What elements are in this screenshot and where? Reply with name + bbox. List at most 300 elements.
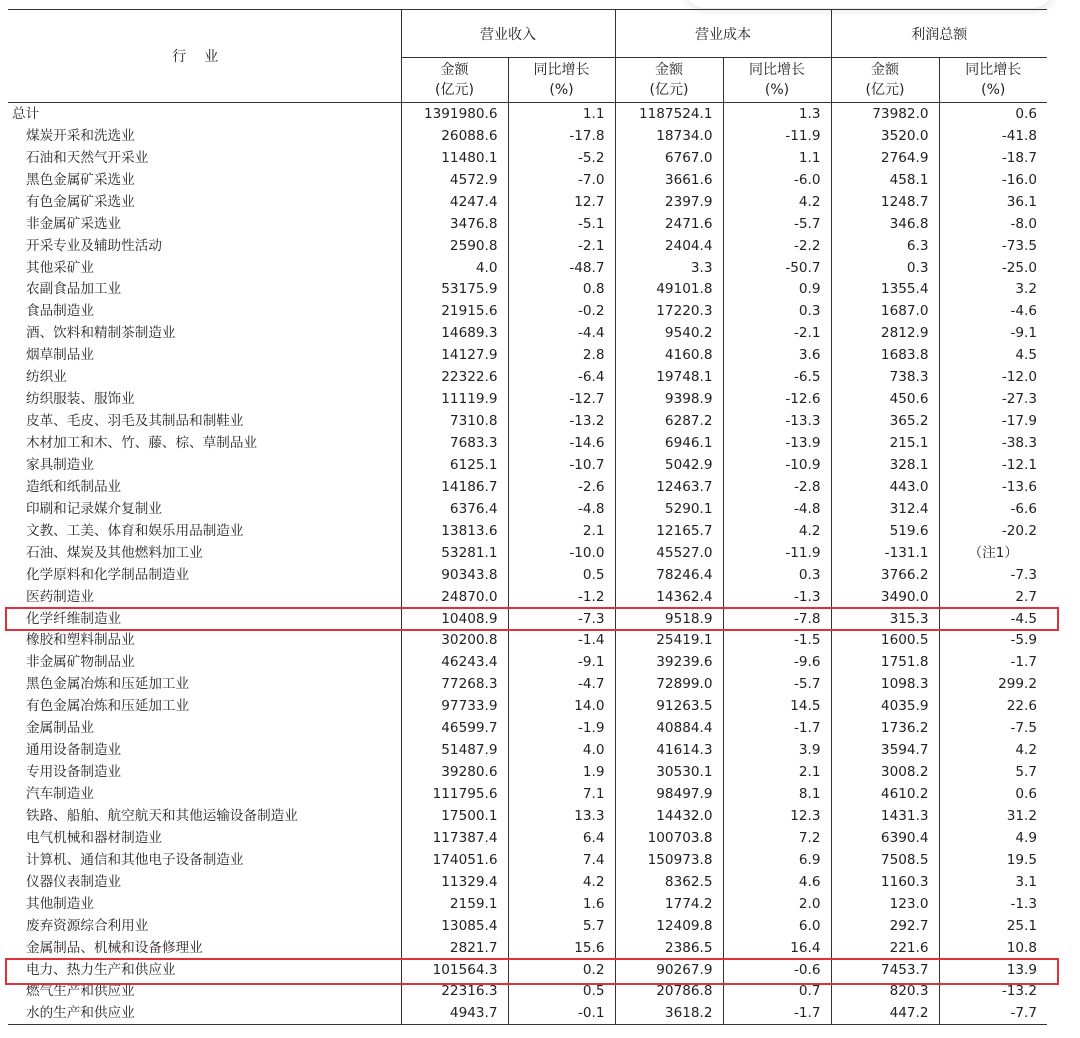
cost-amount: 5290.1 [615,498,723,520]
revenue-amount: 53281.1 [401,542,508,564]
cost-amount: 2404.4 [615,235,723,257]
profit-yoy: -12.0 [939,366,1047,388]
revenue-amount: 22316.3 [401,981,508,1003]
cost-yoy: -11.9 [723,542,831,564]
revenue-amount: 4.0 [401,257,508,279]
revenue-yoy: -2.1 [508,235,615,257]
revenue-amount: 30200.8 [401,630,508,652]
revenue-amount: 11480.1 [401,147,508,169]
cost-amount: 20786.8 [615,981,723,1003]
cost-amount: 150973.8 [615,849,723,871]
profit-group-header: 利润总额 [831,10,1047,58]
table-row [8,827,1047,849]
table-row [8,344,1047,366]
profit-amount: 2812.9 [831,322,939,344]
profit-yoy: 36.1 [939,191,1047,213]
revenue-amount: 13085.4 [401,915,508,937]
cost-amount: 19748.1 [615,366,723,388]
table-row [8,915,1047,937]
table-row [8,1002,1047,1024]
revenue-amount: 6125.1 [401,454,508,476]
profit-yoy: -13.6 [939,476,1047,498]
table-row [8,432,1047,454]
profit-amount: 1683.8 [831,344,939,366]
revenue-yoy: -1.4 [508,630,615,652]
table-row [8,805,1047,827]
cost-amount: 18734.0 [615,125,723,147]
revenue-yoy: -10.0 [508,542,615,564]
revenue-yoy: 5.7 [508,915,615,937]
yoy-unit: (%) [723,80,831,103]
table-row [8,893,1047,915]
cost-yoy: 1.1 [723,147,831,169]
profit-yoy: -18.7 [939,147,1047,169]
industry-name: 石油、煤炭及其他燃料加工业 [26,544,203,561]
cost-amount: 40884.4 [615,717,723,739]
cost-yoy: -50.7 [723,257,831,279]
cost-yoy: -6.5 [723,366,831,388]
cost-group-header: 营业成本 [615,10,831,58]
profit-amount: 73982.0 [831,103,939,125]
revenue-yoy: 7.1 [508,783,615,805]
industry-name: 酒、饮料和精制茶制造业 [26,325,176,342]
profit-yoy: -9.1 [939,322,1047,344]
revenue-yoy: -5.1 [508,213,615,235]
industry-name: 石油和天然气开采业 [26,149,149,166]
revenue-amount: 90343.8 [401,564,508,586]
revenue-yoy: -5.2 [508,147,615,169]
cost-yoy: 2.1 [723,761,831,783]
industry-name: 木材加工和木、竹、藤、棕、草制品业 [26,435,258,452]
table-row [8,608,1047,630]
industry-name: 纺织服装、服饰业 [26,391,135,408]
profit-yoy: -25.0 [939,257,1047,279]
profit-amount: 447.2 [831,1002,939,1024]
revenue-yoy: 1.9 [508,761,615,783]
cost-yoy: -11.9 [723,125,831,147]
cost-amount: 17220.3 [615,300,723,322]
industry-name: 黑色金属矿采选业 [26,171,135,188]
revenue-amount: 17500.1 [401,805,508,827]
profit-amount: 1098.3 [831,673,939,695]
profit-yoy: -27.3 [939,388,1047,410]
profit-amount: 328.1 [831,454,939,476]
profit-yoy: 299.2 [939,673,1047,695]
cost-yoy: -13.9 [723,432,831,454]
cost-amount: 72899.0 [615,673,723,695]
cost-amount: 12463.7 [615,476,723,498]
revenue-yoy: 4.0 [508,739,615,761]
industry-name: 有色金属矿采选业 [26,193,135,210]
cost-amount: 14432.0 [615,805,723,827]
profit-yoy: -17.9 [939,410,1047,432]
table-row [8,783,1047,805]
cost-amount: 90267.9 [615,959,723,981]
cost-yoy: -7.8 [723,608,831,630]
revenue-yoy: -10.7 [508,454,615,476]
yoy-unit: (%) [508,80,615,103]
popup-edge [684,0,1054,8]
profit-yoy: 31.2 [939,805,1047,827]
profit-amount: -131.1 [831,542,939,564]
profit-yoy: 4.5 [939,344,1047,366]
profit-amount: 312.4 [831,498,939,520]
cost-amount: 1774.2 [615,893,723,915]
cost-amount: 3.3 [615,257,723,279]
cost-amount: 12409.8 [615,915,723,937]
profit-yoy: （注1） [939,542,1047,564]
revenue-yoy: -4.7 [508,673,615,695]
profit-yoy: -6.6 [939,498,1047,520]
revenue-yoy: 4.2 [508,871,615,893]
profit-yoy: -4.6 [939,300,1047,322]
revenue-amount: 101564.3 [401,959,508,981]
profit-amount: 3594.7 [831,739,939,761]
profit-amount: 1431.3 [831,805,939,827]
profit-amount: 4035.9 [831,695,939,717]
table-header [8,10,1047,103]
cost-yoy: 6.9 [723,849,831,871]
profit-amount: 2764.9 [831,147,939,169]
profit-yoy: -41.8 [939,125,1047,147]
revenue-yoy: 14.0 [508,695,615,717]
revenue-amount: 53175.9 [401,279,508,301]
cost-yoy: 3.6 [723,344,831,366]
profit-yoy: 10.8 [939,937,1047,959]
table-row [8,235,1047,257]
revenue-amount: 46599.7 [401,717,508,739]
table-row [8,630,1047,652]
revenue-yoy: -14.6 [508,432,615,454]
cost-amount: 98497.9 [615,783,723,805]
profit-amount: 7453.7 [831,959,939,981]
cost-amount: 39239.6 [615,651,723,673]
table-row [8,673,1047,695]
revenue-yoy: -4.4 [508,322,615,344]
table-row [8,542,1047,564]
industry-name: 废弃资源综合利用业 [26,917,149,934]
industry-name: 电气机械和器材制造业 [26,829,162,846]
revenue-group-header: 营业收入 [401,10,615,58]
cost-yoy: -13.3 [723,410,831,432]
profit-amount: 3520.0 [831,125,939,147]
cost-yoy: -12.6 [723,388,831,410]
revenue-amount: 22322.6 [401,366,508,388]
industry-name: 化学原料和化学制品制造业 [26,566,190,583]
industry-name: 非金属矿采选业 [26,215,122,232]
revenue-amount: 77268.3 [401,673,508,695]
table-row [8,739,1047,761]
cost-amount: 2386.5 [615,937,723,959]
industry-name: 化学纤维制造业 [26,610,122,627]
industry-name: 农副食品加工业 [26,281,122,298]
revenue-yoy: 2.8 [508,344,615,366]
table-row [8,300,1047,322]
revenue-yoy: 0.5 [508,564,615,586]
cost-yoy: 4.6 [723,871,831,893]
revenue-yoy: 0.2 [508,959,615,981]
revenue-amount: 11119.9 [401,388,508,410]
industry-name: 医药制造业 [26,588,94,605]
cost-amount: 25419.1 [615,630,723,652]
table-row [8,959,1047,981]
industry-name: 仪器仪表制造业 [26,873,122,890]
revenue-amount: 21915.6 [401,300,508,322]
revenue-amount: 7310.8 [401,410,508,432]
cost-yoy: 0.7 [723,981,831,1003]
industry-name: 非金属矿物制品业 [26,654,135,671]
cost-yoy: -2.2 [723,235,831,257]
industry-name: 专用设备制造业 [26,764,122,781]
table-row [8,169,1047,191]
profit-yoy: -16.0 [939,169,1047,191]
profit-yoy: 22.6 [939,695,1047,717]
cost-yoy: -5.7 [723,673,831,695]
table-row [8,871,1047,893]
profit-amount: 215.1 [831,432,939,454]
cost-amount: 9518.9 [615,608,723,630]
industry-name: 家具制造业 [26,456,94,473]
cost-amount: 4160.8 [615,344,723,366]
profit-amount: 4610.2 [831,783,939,805]
table-row [8,981,1047,1003]
profit-amount: 1751.8 [831,651,939,673]
cost-yoy: 1.3 [723,103,831,125]
profit-amount: 519.6 [831,520,939,542]
revenue-amount: 2159.1 [401,893,508,915]
cost-yoy: 4.2 [723,191,831,213]
revenue-yoy: -12.7 [508,388,615,410]
industry-name: 开采专业及辅助性活动 [26,237,162,254]
revenue-yoy: -1.2 [508,586,615,608]
profit-amount: 0.3 [831,257,939,279]
amount-unit: (亿元) [615,80,723,103]
table-row [8,498,1047,520]
profit-amount: 221.6 [831,937,939,959]
table-row [8,586,1047,608]
cost-yoy: 0.9 [723,279,831,301]
profit-yoy: 2.7 [939,586,1047,608]
amount-header: 金额 [401,58,508,81]
revenue-amount: 1391980.6 [401,103,508,125]
cost-yoy: -0.6 [723,959,831,981]
table-row [8,937,1047,959]
cost-yoy: -4.8 [723,498,831,520]
profit-yoy: -12.1 [939,454,1047,476]
revenue-yoy: -0.1 [508,1002,615,1024]
profit-amount: 292.7 [831,915,939,937]
industry-name: 烟草制品业 [26,347,94,364]
revenue-yoy: 1.1 [508,103,615,125]
revenue-yoy: 12.7 [508,191,615,213]
revenue-yoy: -13.2 [508,410,615,432]
industry-name: 汽车制造业 [26,786,94,803]
cost-amount: 8362.5 [615,871,723,893]
profit-amount: 458.1 [831,169,939,191]
table-row [8,564,1047,586]
cost-yoy: -1.3 [723,586,831,608]
industry-name: 其他制造业 [26,895,94,912]
revenue-amount: 14689.3 [401,322,508,344]
revenue-amount: 11329.4 [401,871,508,893]
profit-amount: 1687.0 [831,300,939,322]
cost-yoy: -1.7 [723,717,831,739]
table-row [8,322,1047,344]
profit-amount: 450.6 [831,388,939,410]
table-row [8,520,1047,542]
cost-amount: 6767.0 [615,147,723,169]
revenue-amount: 4572.9 [401,169,508,191]
profit-amount: 1248.7 [831,191,939,213]
industry-name: 食品制造业 [26,303,94,320]
profit-amount: 123.0 [831,893,939,915]
industry-name: 总计 [12,105,40,122]
yoy-header: 同比增长 [939,58,1047,81]
profit-yoy: 3.1 [939,871,1047,893]
profit-amount: 1600.5 [831,630,939,652]
amount-header: 金额 [615,58,723,81]
table-row [8,651,1047,673]
revenue-yoy: -6.4 [508,366,615,388]
cost-amount: 12165.7 [615,520,723,542]
cost-amount: 14362.4 [615,586,723,608]
revenue-amount: 4943.7 [401,1002,508,1024]
profit-amount: 6.3 [831,235,939,257]
profit-amount: 3008.2 [831,761,939,783]
profit-yoy: 3.2 [939,279,1047,301]
revenue-amount: 14186.7 [401,476,508,498]
profit-amount: 820.3 [831,981,939,1003]
revenue-amount: 24870.0 [401,586,508,608]
profit-yoy: -13.2 [939,981,1047,1003]
profit-yoy: 0.6 [939,103,1047,125]
profit-amount: 6390.4 [831,827,939,849]
revenue-amount: 2590.8 [401,235,508,257]
table-row [8,454,1047,476]
revenue-yoy: 6.4 [508,827,615,849]
revenue-yoy: -9.1 [508,651,615,673]
revenue-amount: 3476.8 [401,213,508,235]
cost-amount: 78246.4 [615,564,723,586]
table-row [8,695,1047,717]
table-row [8,849,1047,871]
profit-yoy: -5.9 [939,630,1047,652]
revenue-yoy: -1.9 [508,717,615,739]
profit-amount: 3766.2 [831,564,939,586]
revenue-amount: 97733.9 [401,695,508,717]
industry-name: 橡胶和塑料制品业 [26,632,135,649]
profit-amount: 315.3 [831,608,939,630]
industry-name: 煤炭开采和洗选业 [26,127,135,144]
revenue-amount: 26088.6 [401,125,508,147]
industry-name: 黑色金属冶炼和压延加工业 [26,676,190,693]
table-row [8,191,1047,213]
profit-yoy: -1.3 [939,893,1047,915]
profit-yoy: 13.9 [939,959,1047,981]
profit-yoy: -4.5 [939,608,1047,630]
yoy-unit: (%) [939,80,1047,103]
cost-yoy: -9.6 [723,651,831,673]
revenue-yoy: -0.2 [508,300,615,322]
profit-amount: 365.2 [831,410,939,432]
revenue-yoy: 2.1 [508,520,615,542]
cost-yoy: 3.9 [723,739,831,761]
industry-name: 金属制品、机械和设备修理业 [26,939,203,956]
industry-name: 其他采矿业 [26,259,94,276]
total-row [8,103,1047,125]
revenue-yoy: -4.8 [508,498,615,520]
profit-yoy: 5.7 [939,761,1047,783]
cost-yoy: -1.7 [723,1002,831,1024]
industry-name: 皮革、毛皮、羽毛及其制品和制鞋业 [26,413,244,430]
table-row [8,761,1047,783]
revenue-amount: 7683.3 [401,432,508,454]
cost-amount: 49101.8 [615,279,723,301]
profit-yoy: -7.3 [939,564,1047,586]
revenue-yoy: -7.0 [508,169,615,191]
profit-amount: 1160.3 [831,871,939,893]
profit-yoy: -1.7 [939,651,1047,673]
table-row [8,476,1047,498]
industry-name: 水的生产和供应业 [8,1002,401,1024]
industry-name: 燃气生产和供应业 [26,983,135,1000]
revenue-amount: 14127.9 [401,344,508,366]
cost-amount: 2471.6 [615,213,723,235]
revenue-yoy: -48.7 [508,257,615,279]
industry-name: 纺织业 [26,369,67,386]
industry-name: 造纸和纸制品业 [26,478,122,495]
revenue-amount: 10408.9 [401,608,508,630]
cost-amount: 2397.9 [615,191,723,213]
cost-yoy: 6.0 [723,915,831,937]
industry-name: 印刷和记录媒介复制业 [26,500,162,517]
table-row [8,388,1047,410]
profit-yoy: -7.5 [939,717,1047,739]
cost-yoy: 14.5 [723,695,831,717]
industry-header: 行业 [8,10,401,103]
revenue-amount: 117387.4 [401,827,508,849]
profit-yoy: -38.3 [939,432,1047,454]
cost-yoy: -5.7 [723,213,831,235]
cost-amount: 45527.0 [615,542,723,564]
cost-yoy: 16.4 [723,937,831,959]
table-row [8,147,1047,169]
profit-yoy: -7.7 [939,1002,1047,1024]
revenue-yoy: -7.3 [508,608,615,630]
profit-amount: 738.3 [831,366,939,388]
industry-name: 金属制品业 [26,720,94,737]
profit-amount: 7508.5 [831,849,939,871]
cost-amount: 6287.2 [615,410,723,432]
table-row [8,717,1047,739]
cost-yoy: -2.8 [723,476,831,498]
table-row [8,279,1047,301]
profit-amount: 443.0 [831,476,939,498]
cost-yoy: -10.9 [723,454,831,476]
industry-name: 计算机、通信和其他电子设备制造业 [26,851,244,868]
cost-amount: 6946.1 [615,432,723,454]
cost-amount: 5042.9 [615,454,723,476]
profit-yoy: 4.9 [939,827,1047,849]
cost-yoy: 4.2 [723,520,831,542]
revenue-yoy: 1.6 [508,893,615,915]
cost-amount: 3618.2 [615,1002,723,1024]
cost-yoy: -2.1 [723,322,831,344]
amount-unit: (亿元) [831,80,939,103]
profit-yoy: -73.5 [939,235,1047,257]
industry-name: 铁路、船舶、航空航天和其他运输设备制造业 [26,807,298,824]
industry-name: 电力、热力生产和供应业 [26,961,176,978]
